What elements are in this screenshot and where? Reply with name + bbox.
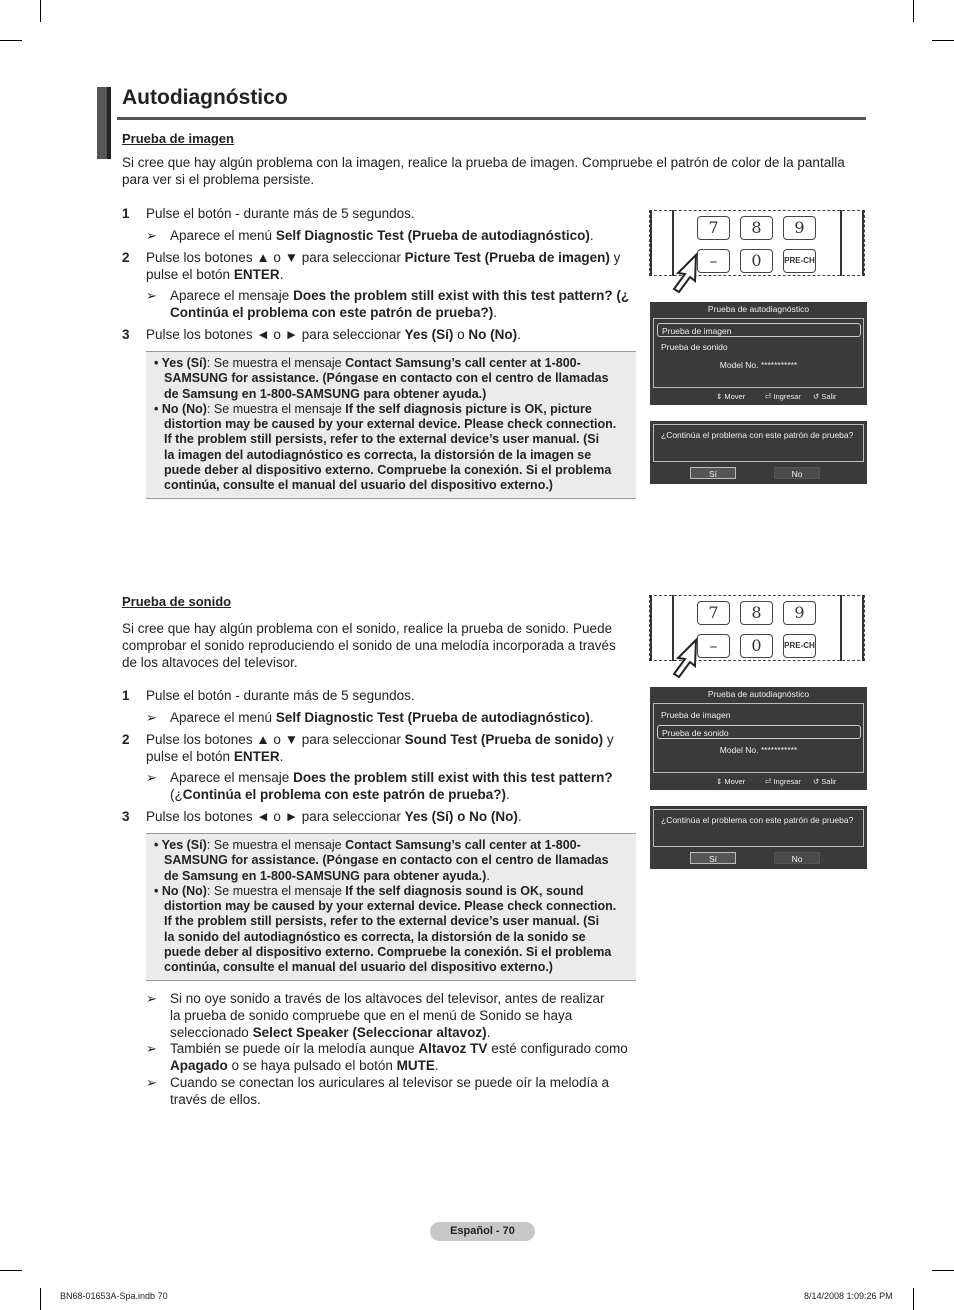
sound-result-box	[146, 833, 636, 981]
box-bold: SAMSUNG for assistance. (Póngase en contacto con el centro de llamadas	[164, 371, 609, 386]
box-bold: de Samsung en 1-800-SAMSUNG para obtener ayuda.)	[164, 868, 487, 883]
osd-confirm-dialog	[650, 806, 867, 869]
note-bold: Does the problem still exist with this test pattern?	[293, 770, 613, 785]
note-bold: Continúa el problema con este patrón de prueba?)	[182, 787, 507, 802]
step-text: pulse el botón	[146, 749, 234, 764]
osd-item-picture-test[interactable]: Prueba de imagen	[657, 323, 861, 337]
osd-foot-text: Ingresar	[773, 392, 801, 401]
page-number-badge: Español - 70	[430, 1222, 535, 1241]
return-icon: ↺	[813, 777, 820, 786]
note-text: .	[434, 1058, 439, 1073]
picture-test-heading: Prueba de imagen	[122, 131, 234, 146]
step-text: Pulse los botones ◄ o ► para seleccionar	[146, 809, 405, 824]
note-arrow-icon: ➢	[146, 770, 157, 785]
box-bold: puede deber al dispositivo externo. Compruebe la conexión. Si el problema	[164, 945, 612, 960]
step-bold: Sound Test (Prueba de sonido)	[404, 732, 604, 747]
remote-illustration	[649, 595, 865, 661]
yes-button[interactable]: Sí	[690, 467, 736, 479]
title-rule	[117, 117, 866, 120]
key-7: 7	[697, 216, 730, 240]
note-arrow-icon: ➢	[146, 1041, 157, 1056]
box-bold: la imagen del autodiagnóstico es correcta, la distorsión de la imagen se	[164, 447, 592, 462]
step-text: o	[453, 327, 469, 342]
osd-foot-enter	[765, 777, 801, 786]
step-bold: ENTER	[233, 267, 280, 282]
picture-test-intro: Si cree que hay algún problema con la imagen, realice la prueba de imagen. Compruebe el patrón de color de la pantalla para ver si el problema persiste.	[122, 155, 845, 187]
updown-icon: ⇕	[716, 777, 723, 786]
box-bold: puede deber al dispositivo externo. Compruebe la conexión. Si el problema	[164, 463, 612, 478]
step-text: Pulse los botones ▲ o ▼ para seleccionar	[146, 250, 405, 265]
step-text: Pulse los botones ▲ o ▼ para seleccionar	[146, 732, 405, 747]
crop-mark	[913, 1288, 914, 1310]
osd-foot-text: Mover	[724, 777, 746, 786]
key-8: 8	[740, 216, 773, 240]
key-9: 9	[783, 601, 816, 625]
step-text: .	[517, 327, 521, 342]
box-bold: Contact Samsung’s call center at 1-800-	[345, 356, 581, 370]
step-number: 3	[122, 809, 130, 824]
step-number: 1	[122, 206, 130, 221]
key-pre-ch: PRE-CH	[783, 249, 816, 273]
osd-foot-text: Salir	[821, 777, 837, 786]
crop-mark	[0, 40, 22, 41]
sound-test-intro	[122, 620, 642, 671]
note-text: .	[486, 1025, 491, 1040]
key-pre-ch: PRE-CH	[783, 634, 816, 658]
osd-foot-text: Ingresar	[773, 777, 801, 786]
note-arrow-icon: ➢	[146, 1075, 157, 1090]
box-bold: continúa, consulte el manual del usuario del dispositivo externo.)	[164, 960, 553, 975]
key-7: 7	[697, 601, 730, 625]
step-text: .	[279, 267, 284, 282]
note-bold: Apagado	[170, 1058, 228, 1073]
box-bold: If the self diagnosis sound is OK, sound	[345, 883, 584, 898]
note-text: seleccionado	[170, 1025, 253, 1040]
page-title: Autodiagnóstico	[122, 86, 288, 109]
osd-header: Prueba de autodiagnóstico	[707, 304, 810, 314]
note-arrow-icon: ➢	[146, 228, 157, 243]
step-number: 1	[122, 688, 130, 703]
box-bold: distortion may be caused by your external device. Please check connection.	[164, 899, 617, 914]
step-bold: Picture Test (Prueba de imagen)	[404, 250, 610, 265]
intro-line: comprobar el sonido reproduciendo el sonido de una melodía incorporada a través	[122, 638, 616, 653]
title-accent-bar-dark	[107, 87, 111, 159]
key-0: 0	[740, 249, 773, 273]
box-bold: de Samsung en 1-800-SAMSUNG para obtener ayuda.)	[164, 386, 487, 401]
note-text: Aparece el menú	[170, 710, 276, 725]
enter-icon: ⏎	[765, 392, 772, 401]
box-text: : Se muestra el mensaje	[206, 356, 346, 370]
box-bold: SAMSUNG for assistance. (Póngase en contacto con el centro de llamadas	[164, 853, 609, 868]
step-bold: Yes (Sí) o No (No)	[404, 809, 518, 824]
step-text: Pulse el botón - durante más de 5 segundos.	[146, 206, 415, 221]
note-text: También se puede oír la melodía aunque	[170, 1041, 419, 1056]
no-label: • No (No)	[154, 401, 207, 416]
note-text: Aparece el menú	[170, 228, 276, 243]
osd-foot-move	[716, 777, 745, 786]
step-bold: ENTER	[233, 749, 280, 764]
osd-item-picture-test[interactable]: Prueba de imagen	[661, 710, 731, 720]
crop-mark	[913, 0, 914, 22]
step-text: .	[279, 749, 284, 764]
step-bold: No (No)	[468, 327, 518, 342]
step-text: Pulse los botones ◄ o ► para seleccionar	[146, 327, 405, 342]
step-number: 2	[122, 250, 130, 265]
note-text: Cuando se conectan los auriculares al televisor se puede oír la melodía a	[170, 1075, 610, 1090]
dialog-question: ¿Continúa el problema con este patrón de prueba?	[653, 424, 864, 462]
osd-item-sound-test[interactable]: Prueba de sonido	[657, 725, 861, 739]
note-bold: Self Diagnostic Test (Prueba de autodiagnóstico)	[275, 710, 590, 725]
hand-pointer-icon	[670, 636, 710, 678]
crop-mark	[40, 1288, 41, 1310]
key-0: 0	[740, 634, 773, 658]
note-bold: Does the problem still exist with this test pattern? (¿	[293, 288, 630, 303]
box-bold: la sonido del autodiagnóstico es correcta, la distorsión de la sonido se	[164, 929, 586, 944]
osd-foot-text: Mover	[724, 392, 746, 401]
step-text: .	[517, 809, 522, 824]
intro-line: de los altavoces del televisor.	[122, 655, 298, 670]
print-slug-left: BN68-01653A-Spa.indb 70	[60, 1291, 168, 1301]
box-text: : Se muestra el mensaje	[206, 838, 346, 852]
box-bold: If the self diagnosis picture is OK, picture	[345, 401, 592, 416]
crop-mark	[932, 40, 954, 41]
key-8: 8	[740, 601, 773, 625]
box-bold: distortion may be caused by your external device. Please check connection.	[164, 417, 617, 432]
step-text: pulse el botón	[146, 267, 234, 282]
no-label: • No (No)	[154, 883, 207, 898]
box-bold: continúa, consulte el manual del usuario del dispositivo externo.)	[164, 478, 553, 493]
note-arrow-icon: ➢	[146, 288, 157, 303]
note-arrow-icon: ➢	[146, 710, 157, 725]
key-dash: –	[697, 249, 730, 273]
note-bold: Altavoz TV	[418, 1041, 488, 1056]
note-text: la prueba de sonido compruebe que en el menú de Sonido se haya	[170, 1008, 573, 1023]
updown-icon: ⇕	[716, 392, 723, 401]
yes-label: • Yes (Sí)	[154, 356, 207, 370]
step-text: y	[603, 732, 614, 747]
box-bold: Contact Samsung’s call center at 1-800-	[345, 838, 581, 852]
step-text: Pulse el botón - durante más de 5 segundos.	[146, 688, 415, 703]
step-text: y	[609, 250, 621, 265]
note-text: Aparece el mensaje	[170, 288, 294, 303]
note-text: (¿	[170, 787, 183, 802]
note-text: o se haya pulsado el botón	[227, 1058, 397, 1073]
note-text: .	[589, 228, 594, 243]
step-number: 2	[122, 732, 130, 747]
no-button[interactable]: No	[774, 467, 820, 479]
osd-self-diagnostic-menu	[650, 687, 867, 790]
osd-foot-enter	[765, 392, 801, 401]
crop-mark	[932, 1270, 954, 1271]
note-bold: Self Diagnostic Test (Prueba de autodiagnóstico)	[275, 228, 590, 243]
crop-mark	[40, 0, 41, 22]
osd-foot-move	[716, 392, 745, 401]
osd-model-number: Model No. ***********	[719, 745, 798, 755]
yes-label: • Yes (Sí)	[154, 838, 207, 852]
enter-icon: ⏎	[765, 777, 772, 786]
key-9: 9	[783, 216, 816, 240]
osd-foot-exit	[813, 777, 836, 786]
note-text: .	[506, 787, 510, 802]
note-text: través de ellos.	[170, 1092, 261, 1107]
intro-line: Si cree que hay algún problema con el sonido, realice la prueba de sonido. Puede	[122, 621, 613, 636]
note-bold: Select Speaker (Seleccionar altavoz)	[252, 1025, 487, 1040]
note-text: Si no oye sonido a través de los altavoces del televisor, antes de realizar	[170, 991, 605, 1006]
step-number: 3	[122, 327, 130, 342]
osd-self-diagnostic-menu	[650, 302, 867, 405]
remote-illustration	[649, 210, 865, 276]
sound-test-heading: Prueba de sonido	[122, 594, 232, 609]
dialog-question: ¿Continúa el problema con este patrón de prueba?	[653, 809, 864, 847]
box-bold: If the problem still persists, refer to the external device’s user manual. (Si	[164, 914, 600, 929]
box-bold: If the problem still persists, refer to the external device’s user manual. (Si	[164, 432, 600, 447]
osd-item-sound-test[interactable]: Prueba de sonido	[661, 342, 728, 352]
note-text: Aparece el mensaje	[170, 770, 294, 785]
no-button[interactable]: No	[774, 852, 820, 864]
box-text: .	[486, 868, 490, 883]
note-arrow-icon: ➢	[146, 991, 157, 1006]
note-bold: Continúa el problema con este patrón de prueba?)	[170, 305, 494, 320]
note-bold: MUTE	[396, 1058, 435, 1073]
note-text: .	[589, 710, 594, 725]
osd-confirm-dialog	[650, 421, 867, 484]
osd-foot-text: Salir	[821, 392, 837, 401]
osd-foot-exit	[813, 392, 836, 401]
key-dash: –	[697, 634, 730, 658]
note-text: .	[493, 305, 498, 320]
note-text: esté configurado como	[487, 1041, 628, 1056]
box-text: : Se muestra el mensaje	[206, 401, 346, 416]
yes-button[interactable]: Sí	[690, 852, 736, 864]
box-text: : Se muestra el mensaje	[206, 883, 346, 898]
return-icon: ↺	[813, 392, 820, 401]
hand-pointer-icon	[670, 251, 710, 293]
print-slug-right: 8/14/2008 1:09:26 PM	[804, 1291, 893, 1301]
picture-result-box	[146, 351, 636, 499]
crop-mark	[0, 1270, 22, 1271]
step-bold: Yes (Sí)	[404, 327, 454, 342]
osd-model-number: Model No. ***********	[719, 360, 798, 370]
osd-header: Prueba de autodiagnóstico	[707, 689, 810, 699]
